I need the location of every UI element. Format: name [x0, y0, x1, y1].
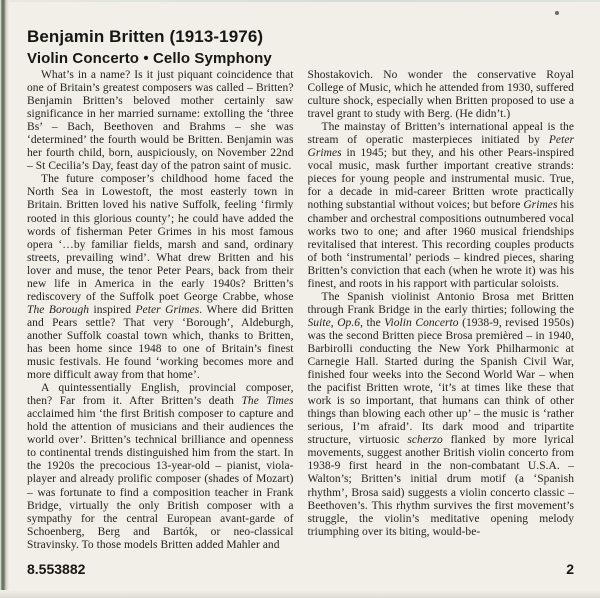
- paragraph: Shostakovich. No wonder the conservative Royal College of Music, which he attended from 1930, suffered culture shock, especially when Britten proposed to use a travel grant to study with Berg. (He didn’t.): [307, 69, 574, 121]
- paragraph: The mainstay of Britten’s international appeal is the stream of operatic masterpieces initiated by Peter Grimes in 1945; but they, and his other Pears-inspired vocal music, mask further important creative strands: pieces for young people and instrumental music. True, for a decade in mid-career Britten wrote practically nothing substantial without voices; but before Grimes his chamber and orchestral compositions outnumbered vocal works two to one; and after 1960 musical friendships revitalised that interest. This recording couples products of both ‘instrumental’ periods – kindred pieces, sharing Britten’s conviction that each (when he wrote it) was his finest, and roots in his rapport with particular soloists.: [307, 121, 574, 290]
- catalog-number: 8.553882: [27, 561, 86, 577]
- right-column: [308, 69, 575, 563]
- text-columns: [27, 69, 574, 563]
- scan-edge-top: [0, 0, 600, 2]
- composer-title: Benjamin Britten (1913-1976): [27, 27, 264, 46]
- paragraph: A quintessentially English, provincial composer, then? Far from it. After Britten’s death The Times acclaimed him ‘the first British composer to capture and hold the attention of musicians and their audiences the world over’. Britten’s technical brilliance and openness to continental trends distinguished him from the start. In the 1920s the precocious 13-year-old – pianist, viola-player and already prolific composer (shades of Mozart) – was fortunate to find a composition teacher in Frank Bridge, virtually the only British composer with a sympathy for the central European avant-garde of Schoenberg, Berg and Bartók, or neo-classical Stravinsky. To those models Britten added Mahler and: [27, 382, 294, 551]
- page-header: [27, 27, 577, 67]
- paragraph: What’s in a name? Is it just piquant coincidence that one of Britain’s greatest composers was called – Britten? Benjamin Britten’s beloved mother certainly saw significance in her married surname: extolling the ‘three Bs’ – Bach, Beethoven and Brahms – she was ‘determined’ the fourth would be Britten. Benjamin was her fourth child, born, auspiciously, on November 22nd – St Cecilia’s Day, feast day of the patron saint of music.: [27, 69, 294, 173]
- left-column: [27, 69, 294, 563]
- scan-edge-bottom: [0, 590, 600, 598]
- scan-speck: [555, 11, 559, 15]
- works-subtitle: Violin Concerto • Cello Symphony: [27, 50, 272, 67]
- scan-edge-left: [0, 0, 9, 598]
- page-number: 2: [566, 561, 574, 577]
- page-footer: [27, 561, 574, 577]
- paragraph: The Spanish violinist Antonio Brosa met Britten through Frank Bridge in the early thirties; following the Suite, Op.6, the Violin Concerto (1938-9, revised 1950s) was the second Britten piece Brosa premièred – in 1940, Barbirolli conducting the New York Philharmonic at Carnegie Hall. Started during the Spanish Civil War, finished four weeks into the Second World War – when the pacifist Britten wrote, ‘it’s at times like these that work is so important, that humans can think of other things than blowing each other up’ – the music is ‘rather serious, I’m afraid’. Its dark mood and tripartite structure, virtuosic scherzo flanked by more lyrical movements, suggest another British violin concerto from 1938-9 first heard in the non-combatant U.S.A. – Walton’s; Britten’s initial drum motif (a ‘Spanish rhythm’, Brosa said) suggests a violin concerto classic – Beethoven’s. This rhythm survives the first movement’s struggle, the violin’s meditative opening melody triumphing over its biting, would-be-: [307, 290, 574, 538]
- paragraph: The future composer’s childhood home faced the North Sea in Lowestoft, the most easterly town in Britain. Britten loved his native Suffolk, feeling ‘firmly rooted in this glorious county’; he could have added the words of fisherman Peter Grimes in his most famous opera ‘…by familiar fields, marsh and sand, ordinary streets, prevailing wind’. What drew Britten and his lover and muse, the tenor Peter Pears, back from their new life in America in the early 1940s? Britten’s rediscovery of the Suffolk poet George Crabbe, whose The Borough inspired Peter Grimes. Where did Britten and Pears settle? That very ‘Borough’, Aldeburgh, another Suffolk coastal town which, thanks to Britten, has been home since 1948 to one of Britain’s finest music festivals. He found ‘working becomes more and more difficult away from that home’.: [27, 173, 294, 382]
